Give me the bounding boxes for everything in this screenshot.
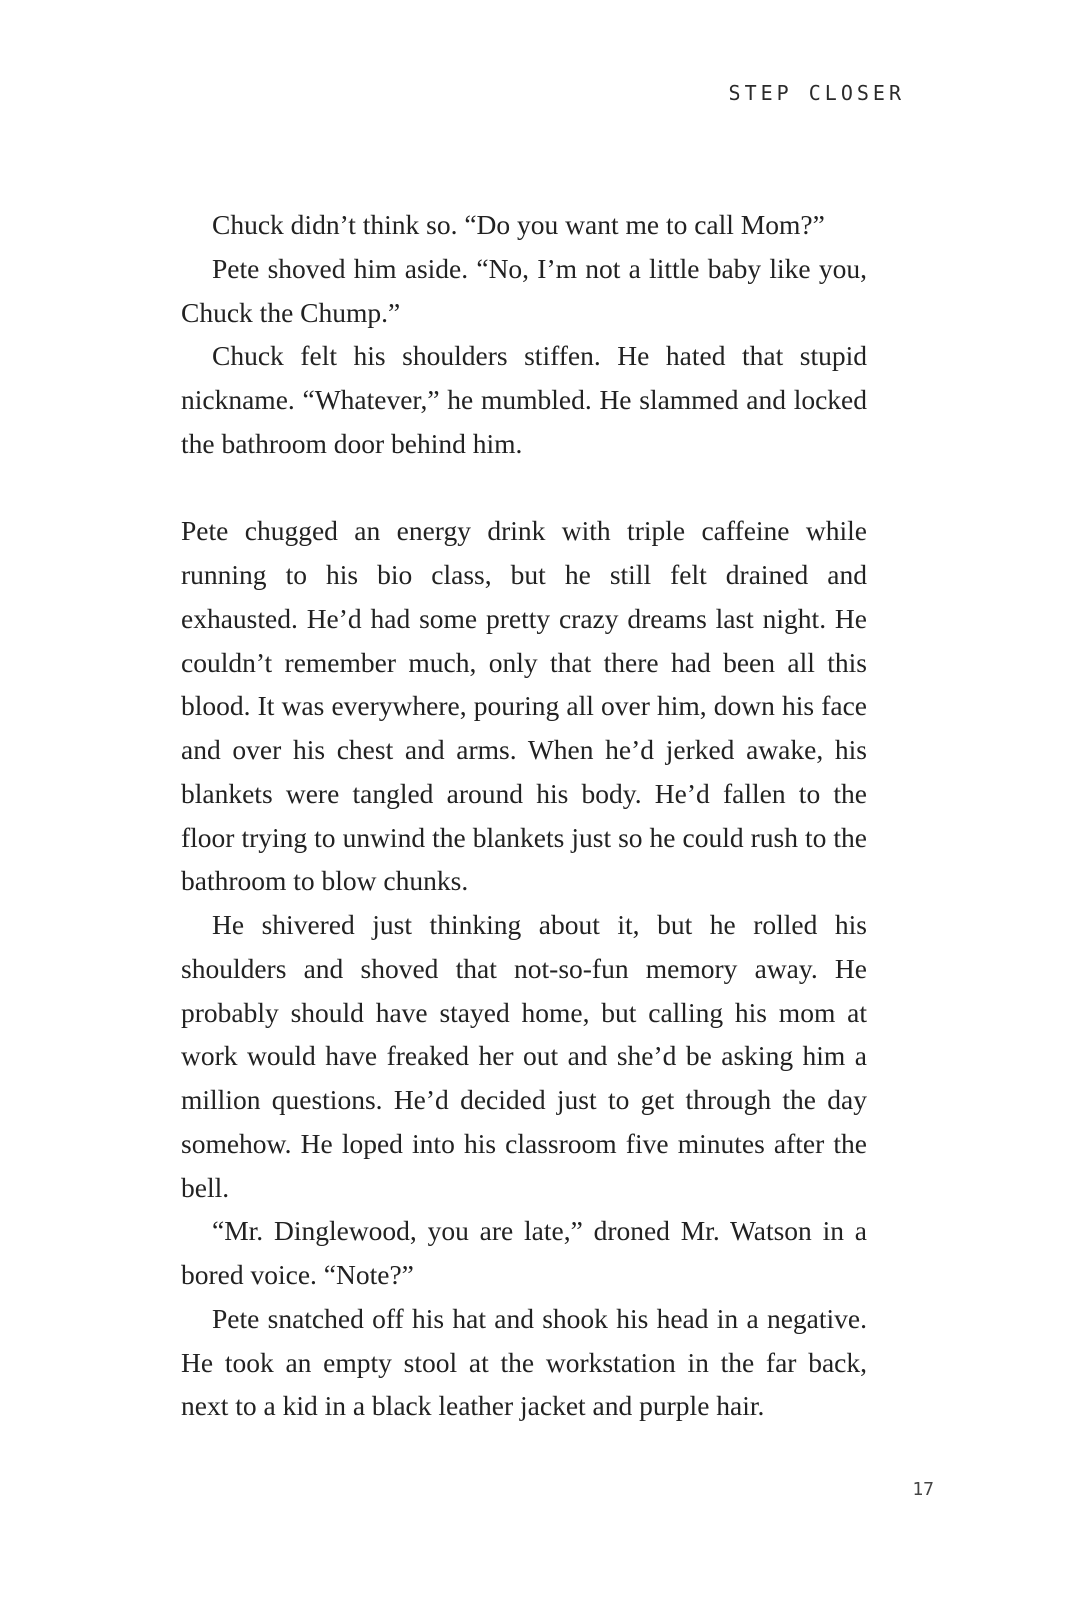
paragraph: Pete snatched off his hat and shook his head in a negative. He took an empty stool at the workstation in the far back, next to a kid in a black leather jacket and purple hair.	[181, 1302, 867, 1422]
body-text	[181, 203, 867, 1428]
running-head: STEP CLOSER	[728, 81, 905, 105]
page-number: 17	[912, 1479, 934, 1500]
paragraph: He shivered just thinking about it, but he rolled his shoulders and shoved that not-so-fun memory away. He probably should have stayed home, but calling his mom at work would have freaked her out and she’d be asking him a million questions. He’d decided just to get through the day somehow. He loped into his classroom five minutes after the bell.	[181, 909, 867, 1203]
paragraph: “Mr. Dinglewood, you are late,” droned Mr. Watson in a bored voice. “Note?”	[181, 1215, 867, 1290]
paragraph: Chuck felt his shoulders stiffen. He hated that stupid nickname. “Whatever,” he mumbled. He slammed and locked the bathroom door behind him.	[181, 340, 867, 459]
paragraph: Pete shoved him aside. “No, I’m not a little baby like you, Chuck the Chump.”	[181, 252, 867, 328]
section-break	[181, 466, 867, 510]
paragraph: Pete chugged an energy drink with triple caffeine while running to his bio class, but he still felt drained and exhausted. He’d had some pretty crazy dreams last night. He couldn’t remember much, only that there had been all this blood. It was everywhere, pouring all over him, down his face and over his chest and arms. When he’d jerked awake, his blankets were tangled around his body. He’d fallen to the floor trying to unwind the blankets just so he could rush to the bathroom to blow chunks.	[181, 515, 867, 897]
paragraph: Chuck didn’t think so. “Do you want me to call Mom?”	[212, 209, 825, 240]
